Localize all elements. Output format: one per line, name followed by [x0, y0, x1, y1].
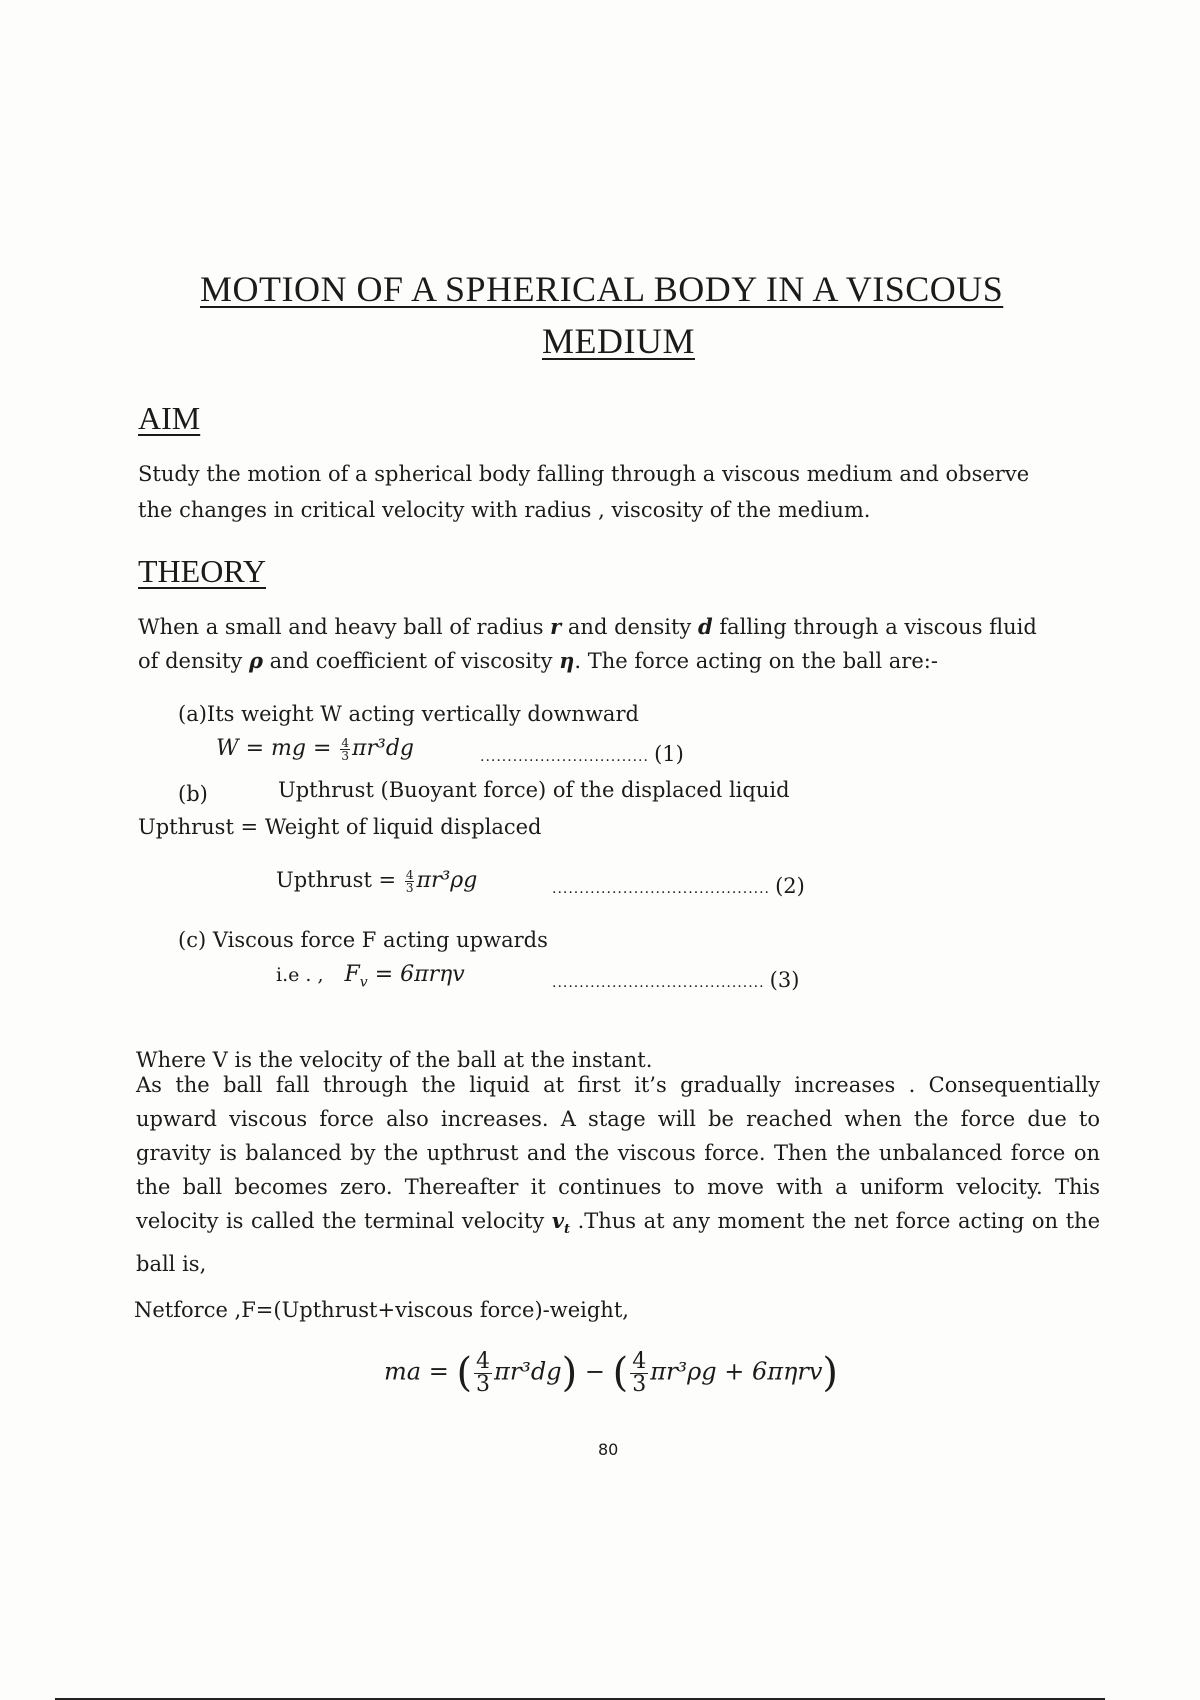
equation-3-number: (3) — [769, 968, 800, 992]
fraction-four-thirds: $\frac{4}{3}$ — [632, 1348, 647, 1397]
aim-heading: AIM — [138, 400, 201, 436]
upthrust-definition: Upthrust = Weight of liquid displaced — [138, 815, 542, 839]
page-title: MOTION OF A SPHERICAL BODY IN A VISCOUS — [200, 269, 1004, 309]
terminal-velocity-paragraph: As the ball fall through the liquid at first it’s gradually increases . Consequentially upward viscous force also increases. A stage will be reached when the force due to gravity is balanced by the upthrust and the viscous force. Then the unbalanced force on the ball becomes zero. Thereafter it continues to move with a uniform velocity. This velocity is called the terminal velocity $v_t$ .Thus at any moment the net force acting on the ball is, — [136, 1073, 1100, 1277]
fraction-four-thirds: $\frac{4}{3}$ — [476, 1348, 491, 1397]
aim-text-line1: Study the motion of a spherical body falling through a viscous medium and observe — [138, 462, 1030, 486]
equation-3: i.e . , $F_v = 6\pi r\eta v$ — [276, 962, 465, 991]
equation-3-leader: ....................................... (3) — [552, 968, 800, 992]
equation-2-leader: ........................................ (2) — [552, 874, 805, 898]
item-b-label: (b) — [178, 782, 208, 806]
theory-heading: THEORY — [138, 553, 266, 589]
equation-2-number: (2) — [775, 874, 805, 898]
page-title-line2: MEDIUM — [542, 321, 695, 361]
netforce-text: Netforce ,F=(Upthrust+viscous force)-weight, — [134, 1298, 629, 1322]
item-b-upthrust: Upthrust (Buoyant force) of the displaced liquid — [278, 778, 790, 802]
where-v-text: Where V is the velocity of the ball at the instant. — [136, 1048, 653, 1072]
fraction-four-thirds: $\frac{4}{3}$ — [405, 867, 414, 895]
item-c-viscous: (c) Viscous force F acting upwards — [178, 928, 548, 952]
equation-1-number: (1) — [654, 742, 684, 766]
equation-1: W = mg = $\frac{4}{3}$ πr³dg — [216, 735, 415, 763]
equation-1-leader: ............................... (1) — [480, 742, 684, 766]
theory-intro-line2: of density ρ and coefficient of viscosity η. The force acting on the ball are:- — [138, 648, 938, 673]
equation-4: ma = ( $\frac{4}{3}$ πr³dg) − ( $\frac{4}{3}$ πr³ρg + 6πηrv) — [384, 1348, 839, 1397]
fraction-four-thirds: $\frac{4}{3}$ — [341, 735, 350, 763]
equation-2: Upthrust = $\frac{4}{3}$ πr³ρg — [276, 867, 478, 895]
aim-text-line2: the changes in critical velocity with radius , viscosity of the medium. — [138, 498, 871, 522]
page-number: 80 — [598, 1440, 619, 1459]
theory-intro-line1: When a small and heavy ball of radius r and density d falling through a viscous fluid — [138, 614, 1037, 639]
item-a-weight: (a)Its weight W acting vertically downward — [178, 702, 639, 726]
